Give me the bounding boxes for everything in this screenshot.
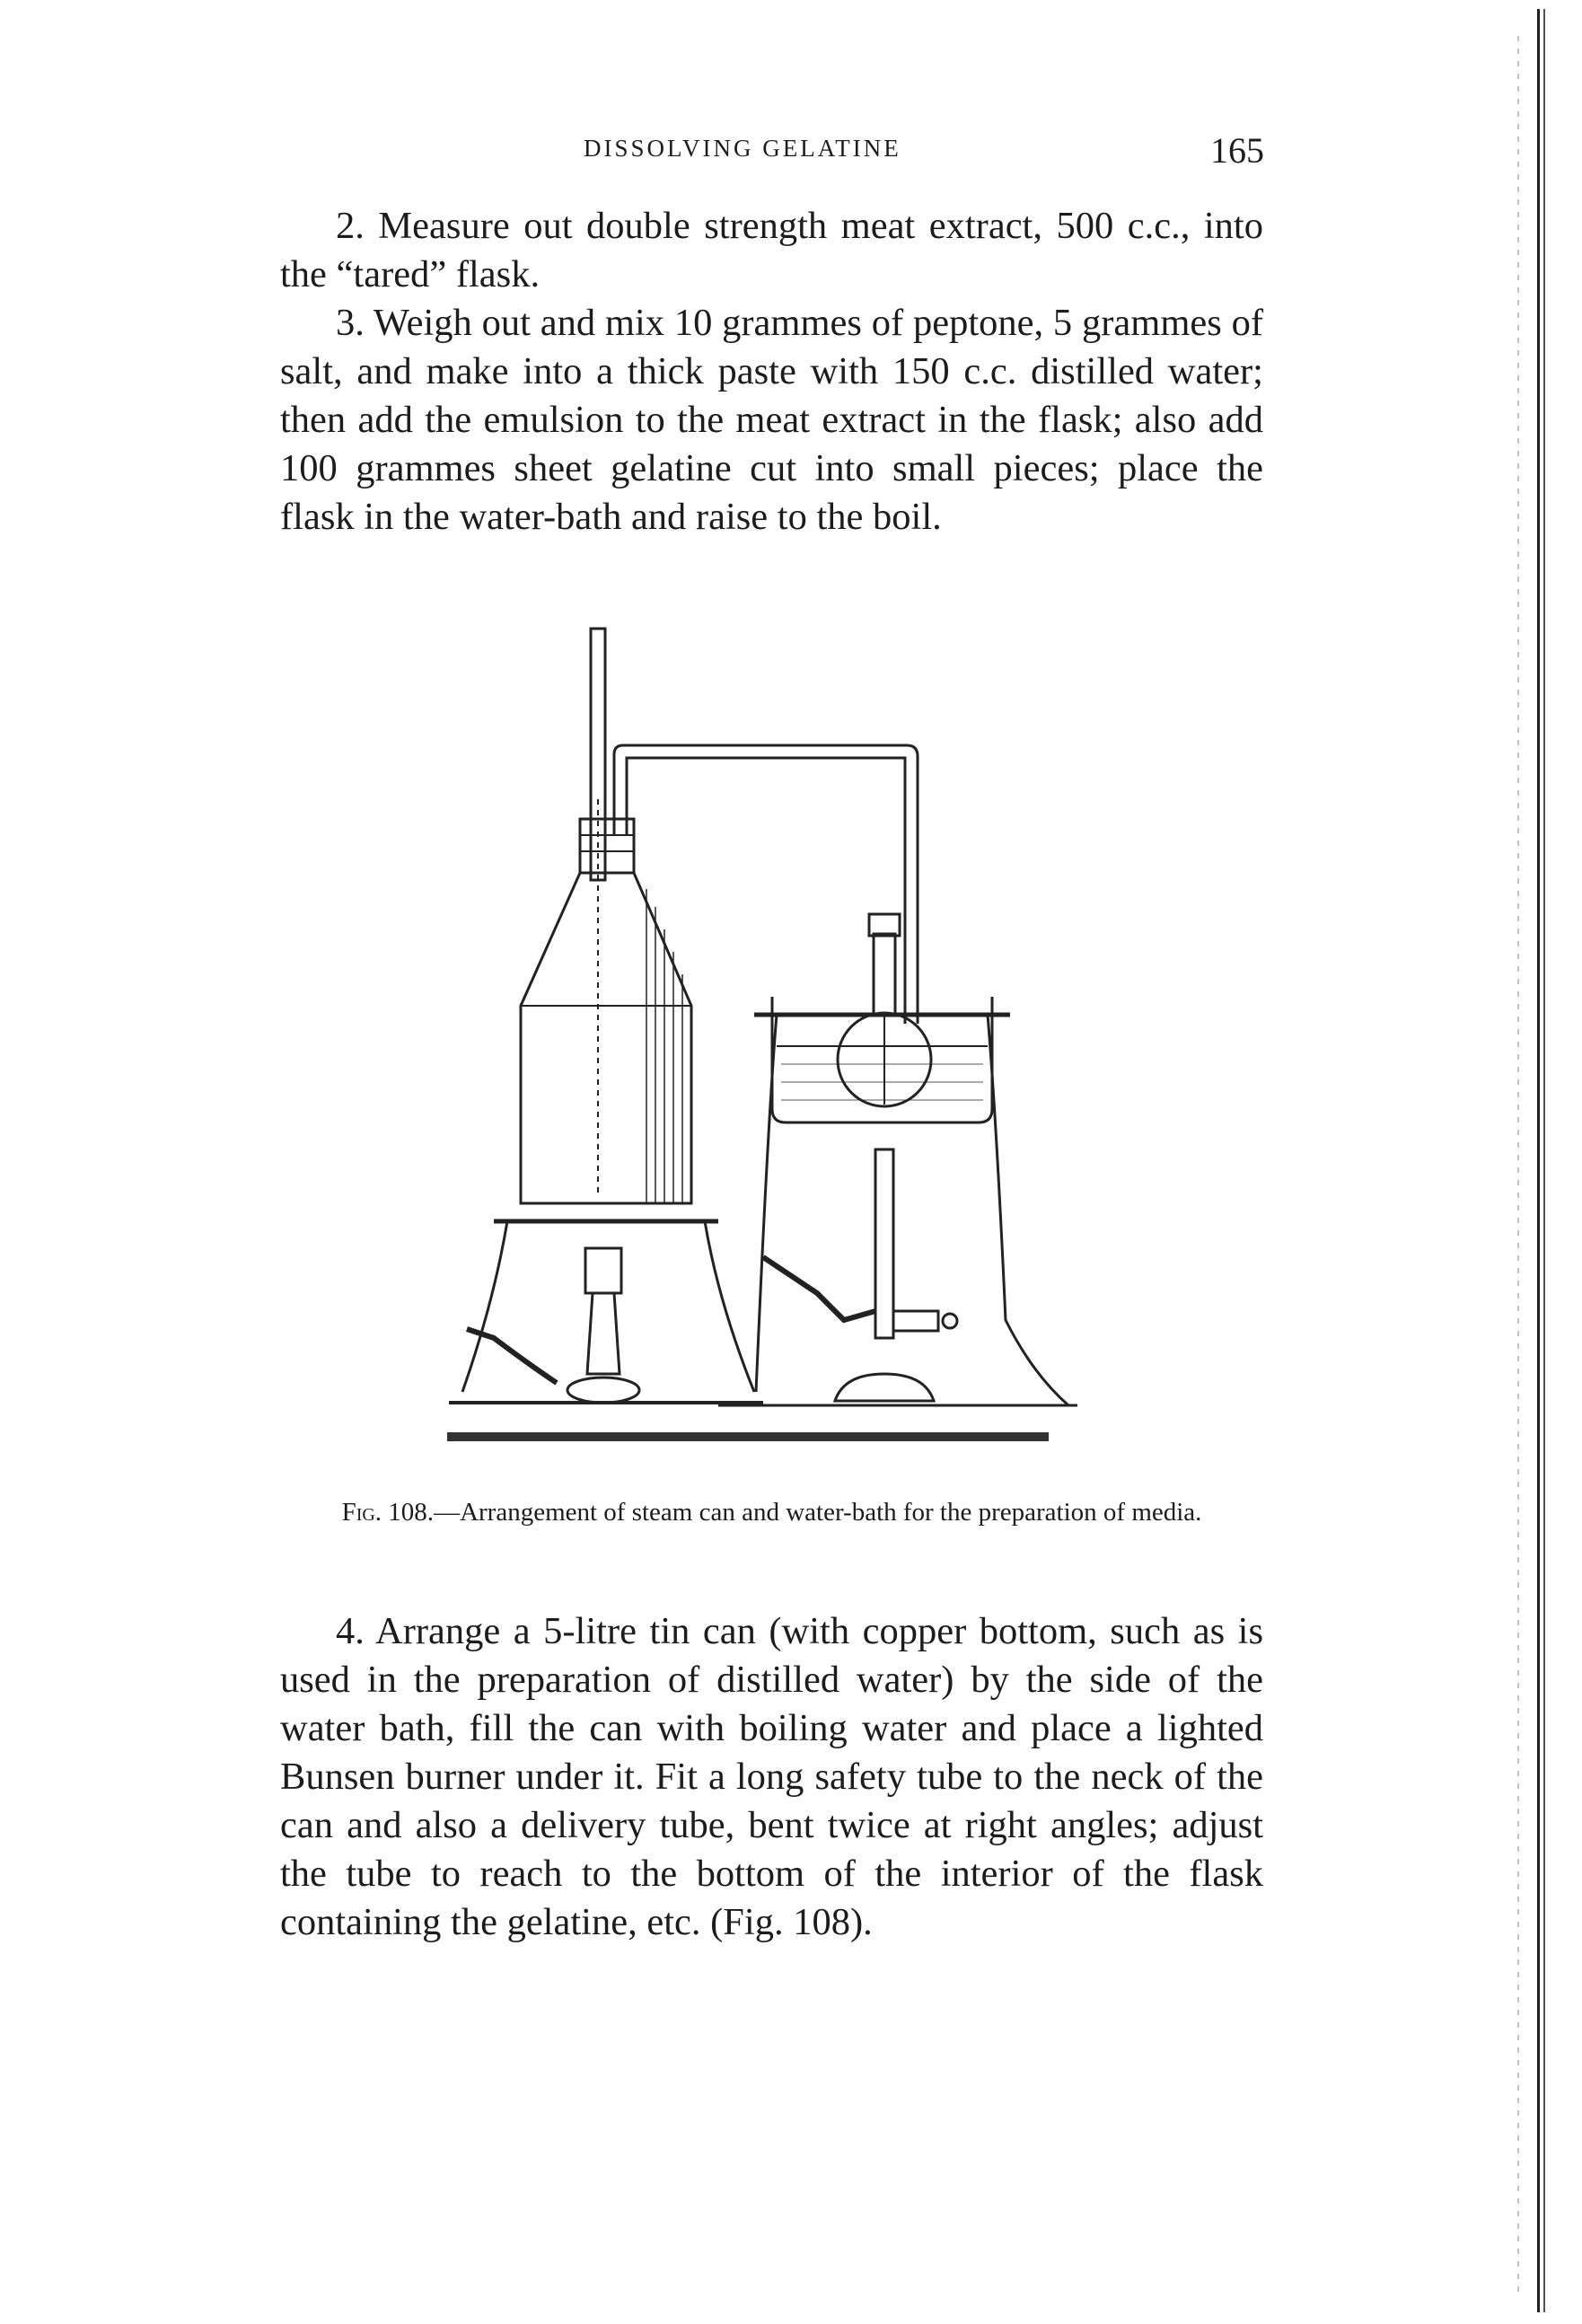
gas-hose-right bbox=[763, 1257, 875, 1320]
figure-108-illustration bbox=[422, 620, 1122, 1482]
page-edge-shadow bbox=[1517, 36, 1519, 2299]
running-head bbox=[0, 130, 1582, 174]
paragraph-step-2: 2. Measure out double strength meat extract, 500 c.c., into the “tared” flask. bbox=[280, 205, 1263, 295]
text-block-top bbox=[280, 202, 1263, 541]
paragraph-step-3: 3. Weigh out and mix 10 grammes of peptone, 5 grammes of salt, and make into a thick paste with 150 c.c. distilled water; then add the emulsion to the meat extract in the flask; also add 100 grammes sheet gelatine cut into small pieces; place the flask in the water-bath and raise to the boil. bbox=[280, 302, 1263, 538]
figure-caption-text: —Arrangement of steam can and water-bath for the preparation of media. bbox=[434, 1498, 1202, 1527]
running-title: DISSOLVING GELATINE bbox=[584, 135, 901, 162]
scale-bar bbox=[447, 1432, 1049, 1441]
steam-can bbox=[521, 873, 691, 1203]
text-block-bottom bbox=[280, 1607, 1263, 1947]
bath-bunsen-burner bbox=[875, 1149, 893, 1338]
can-tripod-leg bbox=[462, 1221, 507, 1392]
page-edge-rule bbox=[1537, 9, 1550, 2312]
page-number: 165 bbox=[1210, 130, 1264, 171]
paragraph-step-4: 4. Arrange a 5-litre tin can (with copper bottom, such as is used in the preparation of distilled water) by the side of the water bath, fill the can with boiling water and place a lighted Bunsen burner under it. Fit a long safety tube to the neck of the can and also a delivery tube, bent twice at right angles; adjust the tube to reach to the bottom of the interior of the flask containing the gelatine, etc. (Fig. 108). bbox=[280, 1610, 1263, 1943]
delivery-tube bbox=[614, 745, 918, 1024]
can-bunsen-burner bbox=[585, 1248, 621, 1293]
steam-apparatus-drawing bbox=[422, 620, 1122, 1482]
figure-caption bbox=[280, 1496, 1263, 1528]
bath-tripod-leg bbox=[756, 1015, 777, 1392]
figure-label: Fig. 108. bbox=[341, 1498, 435, 1527]
